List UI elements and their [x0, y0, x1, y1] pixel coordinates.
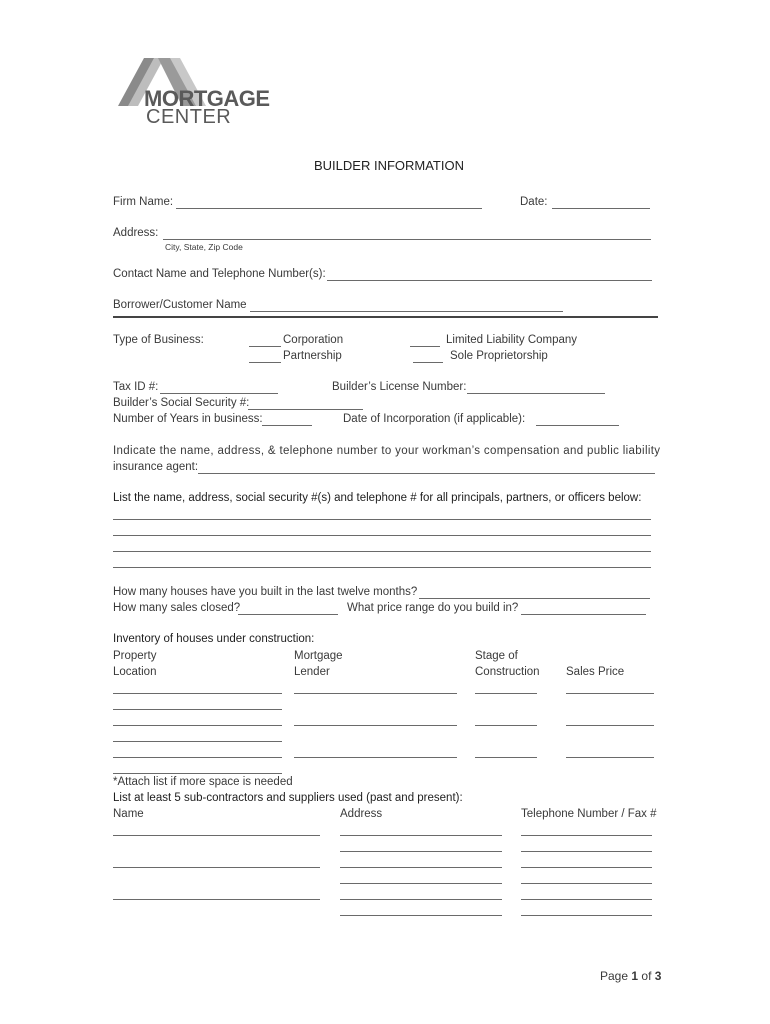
principals-line-1[interactable] [113, 519, 651, 520]
col-sub-address: Address [340, 808, 383, 820]
inv-price-line[interactable] [566, 725, 654, 726]
incorporation-field[interactable] [536, 425, 619, 426]
logo-text-center: CENTER [146, 106, 232, 128]
sub-phone-line[interactable] [521, 883, 652, 884]
sub-phone-line[interactable] [521, 915, 652, 916]
partnership-checkbox[interactable] [249, 362, 281, 363]
sub-address-line[interactable] [340, 899, 502, 900]
col-mortgage-2: Lender [294, 666, 330, 678]
inv-lender-line[interactable] [294, 725, 457, 726]
sub-name-line[interactable] [113, 835, 320, 836]
inv-property-line[interactable] [113, 773, 282, 774]
attach-note: *Attach list if more space is needed [113, 776, 293, 788]
address-hint: City, State, Zip Code [165, 242, 243, 252]
sub-address-line[interactable] [340, 835, 502, 836]
insurance-label: insurance agent: [113, 461, 199, 473]
logo-text-mortgage: MORTGAGE [144, 86, 270, 111]
mortgage-center-logo [118, 56, 268, 128]
inv-property-line[interactable] [113, 693, 282, 694]
license-field[interactable] [467, 393, 605, 394]
sales-closed-field[interactable] [238, 614, 338, 615]
col-stage-1: Stage of [475, 650, 518, 662]
sole-checkbox[interactable] [413, 362, 443, 363]
col-mortgage-1: Mortgage [294, 650, 343, 662]
sub-phone-line[interactable] [521, 867, 652, 868]
col-stage-2: Construction [475, 666, 540, 678]
years-label: Number of Years in business: [113, 413, 263, 425]
subcontractors-heading: List at least 5 sub-contractors and suppliers used (past and present): [113, 792, 463, 804]
date-label: Date: [520, 196, 548, 208]
llc-checkbox[interactable] [410, 346, 440, 347]
sub-phone-line[interactable] [521, 851, 652, 852]
firm-name-field[interactable] [176, 208, 482, 209]
principals-line-3[interactable] [113, 551, 651, 552]
partnership-label: Partnership [283, 350, 342, 362]
sub-phone-line[interactable] [521, 899, 652, 900]
sub-name-line[interactable] [113, 899, 320, 900]
page-title: BUILDER INFORMATION [314, 158, 464, 173]
firm-name-label: Firm Name: [113, 196, 174, 208]
inv-lender-line[interactable] [294, 693, 457, 694]
page-of: of [641, 969, 652, 983]
corporation-label: Corporation [283, 334, 344, 346]
ssn-label: Builder’s Social Security #: [113, 397, 250, 409]
houses-built-label: How many houses have you built in the last twelve months? [113, 586, 418, 598]
type-of-business-label: Type of Business: [113, 334, 204, 346]
inv-property-line[interactable] [113, 741, 282, 742]
contact-field[interactable] [327, 280, 652, 281]
address-field[interactable] [163, 239, 651, 240]
sole-label: Sole Proprietorship [450, 350, 548, 362]
price-range-label: What price range do you build in? [347, 602, 519, 614]
inv-price-line[interactable] [566, 757, 654, 758]
corporation-checkbox[interactable] [249, 346, 281, 347]
houses-built-field[interactable] [419, 598, 650, 599]
principals-line-2[interactable] [113, 535, 651, 536]
address-label: Address: [113, 227, 159, 239]
inv-property-line[interactable] [113, 757, 282, 758]
page-current: 1 [631, 969, 639, 983]
license-label: Builder’s License Number: [332, 381, 467, 393]
contact-label: Contact Name and Telephone Number(s): [113, 268, 326, 280]
inv-stage-line[interactable] [475, 757, 537, 758]
page-number [600, 969, 661, 983]
tax-id-label: Tax ID #: [113, 381, 159, 393]
col-sub-phone: Telephone Number / Fax # [521, 808, 657, 820]
inv-lender-line[interactable] [294, 757, 457, 758]
sub-address-line[interactable] [340, 867, 502, 868]
sub-address-line[interactable] [340, 915, 502, 916]
llc-label: Limited Liability Company [446, 334, 578, 346]
sub-address-line[interactable] [340, 883, 502, 884]
col-sales-price: Sales Price [566, 666, 625, 678]
incorporation-label: Date of Incorporation (if applicable): [343, 413, 526, 425]
insurance-text-line1: Indicate the name, address, & telephone number to your workman’s compensation and public liability [113, 445, 661, 457]
col-sub-name: Name [113, 808, 144, 820]
inv-stage-line[interactable] [475, 725, 537, 726]
sub-phone-line[interactable] [521, 835, 652, 836]
inv-price-line[interactable] [566, 693, 654, 694]
sub-address-line[interactable] [340, 851, 502, 852]
inv-stage-line[interactable] [475, 693, 537, 694]
tax-id-field[interactable] [160, 393, 278, 394]
col-property-2: Location [113, 666, 157, 678]
borrower-field[interactable] [250, 311, 563, 312]
ssn-field[interactable] [248, 409, 363, 410]
insurance-field[interactable] [198, 473, 655, 474]
principals-heading: List the name, address, social security #(s) and telephone # for all principals, partners, or officers below: [113, 492, 642, 504]
col-property-1: Property [113, 650, 157, 662]
inventory-heading: Inventory of houses under construction: [113, 633, 315, 645]
price-range-field[interactable] [521, 614, 646, 615]
sales-closed-label: How many sales closed? [113, 602, 241, 614]
page-total: 3 [654, 969, 662, 983]
section-divider [113, 316, 658, 318]
sub-name-line[interactable] [113, 867, 320, 868]
page-prefix: Page [600, 969, 629, 983]
years-field[interactable] [262, 425, 312, 426]
date-field[interactable] [552, 208, 650, 209]
principals-line-4[interactable] [113, 567, 651, 568]
inv-property-line[interactable] [113, 725, 282, 726]
borrower-label: Borrower/Customer Name [113, 299, 247, 311]
inv-property-line[interactable] [113, 709, 282, 710]
